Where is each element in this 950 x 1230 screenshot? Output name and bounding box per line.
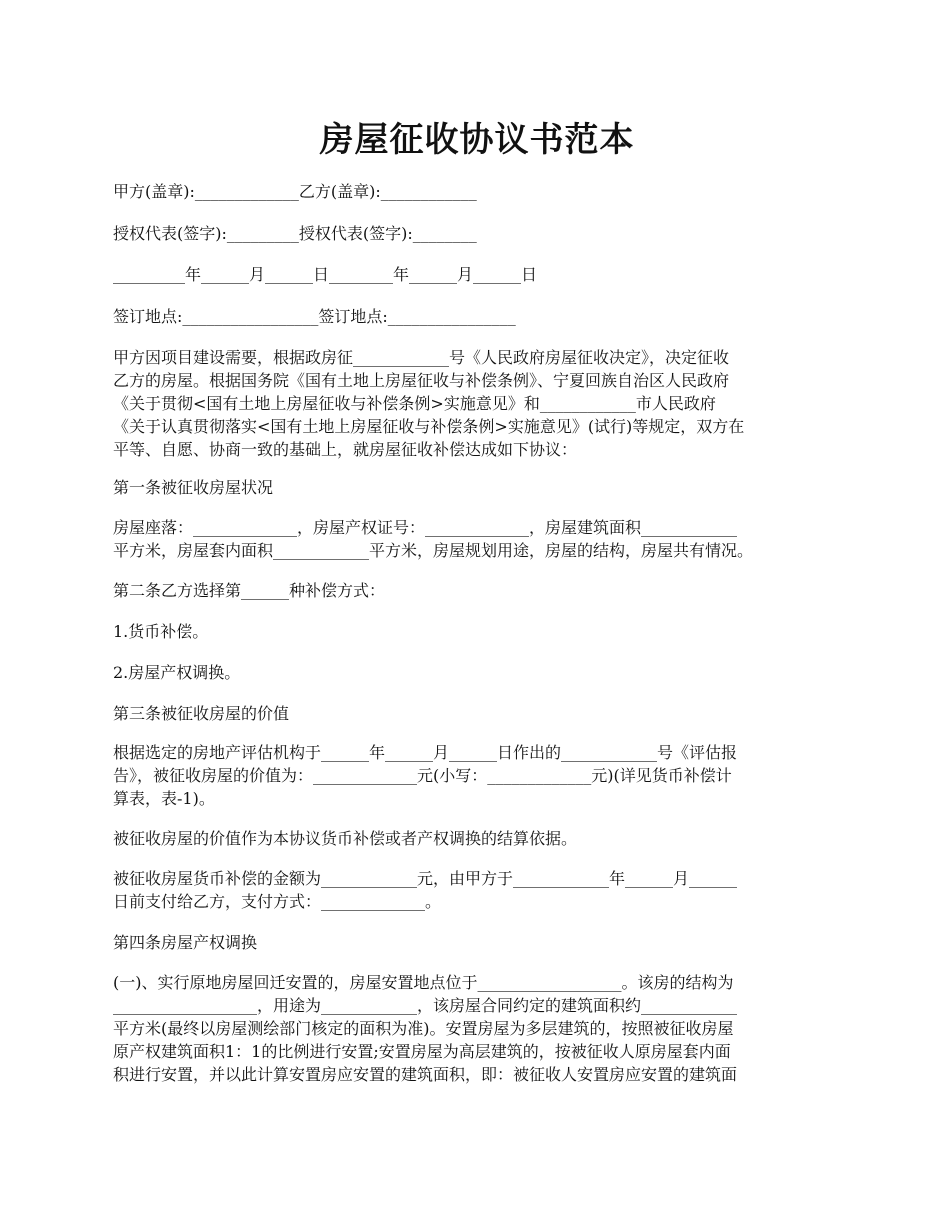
text-line: 房屋座落：_____________，房屋产权证号：_____________，房屋建筑面积____________ (113, 518, 738, 537)
option-text: 2.房屋产权调换。 (113, 663, 241, 682)
text-line: 积进行安置，并以此计算安置房应安置的建筑面积，即：被征收人安置房应安置的建筑面 (113, 1065, 738, 1084)
text-line: 平方米(最终以房屋测绘部门核定的面积为准)。安置房屋为多层建筑的，按照被征收房屋 (113, 1019, 734, 1038)
text-line: 平等、自愿、协商一致的基础上，就房屋征收补偿达成如下协议： (113, 440, 578, 459)
option-property-exchange (113, 661, 841, 684)
text-line: 授权代表(签字):_________授权代表(签字):________ (113, 224, 477, 243)
text-line: 甲方因项目建设需要，根据政房征____________号《人民政府房屋征收决定》，决定征收 (113, 348, 730, 367)
text-line: 被征收房屋货币补偿的金额为____________元，由甲方于____________年______月______ (113, 869, 738, 888)
text-line: 日前支付给乙方，支付方式：_____________。 (113, 892, 442, 911)
text-line: (一)、实行原地房屋回迁安置的，房屋安置地点位于__________________。该房的结构为 (113, 973, 734, 992)
heading-text: 第二条乙方选择第______种补偿方式： (113, 581, 386, 600)
article4-paragraph (113, 971, 841, 1086)
party-seal-line (113, 180, 841, 203)
option-text: 1.货币补偿。 (113, 622, 209, 641)
article1-paragraph (113, 516, 841, 562)
heading-text: 第四条房屋产权调换 (113, 933, 258, 952)
text-line: 《关于认真贯彻落实<国有土地上房屋征收与补偿条例>实施意见》(试行)等规定，双方在 (113, 417, 745, 436)
intro-paragraph (113, 346, 841, 461)
basis-text: 被征收房屋的价值作为本协议货币补偿或者产权调换的结算依据。 (113, 829, 578, 848)
text-line: 算表，表-1)。 (113, 789, 215, 808)
text-line: 根据选定的房地产评估机构于______年______月______日作出的____________号《评估报 (113, 743, 738, 762)
article3-heading (113, 702, 841, 725)
date-line (113, 263, 841, 286)
text-line: 《关于贯彻<国有土地上房屋征收与补偿条例>实施意见》和____________市人民政府 (113, 394, 716, 413)
article2-heading (113, 579, 841, 602)
text-line: 甲方(盖章):_____________乙方(盖章):____________ (113, 182, 477, 201)
text-line: _________年______月______日________年______月______日 (113, 265, 538, 284)
option-cash-compensation (113, 620, 841, 643)
text-line: 告》，被征收房屋的价值为：_____________元(小写：_____________元)(详见货币补偿计 (113, 766, 732, 785)
text-line: 原产权建筑面积1：1的比例进行安置;安置房屋为高层建筑的，按被征收人原房屋套内面 (113, 1042, 731, 1061)
text-line: 平方米，房屋套内面积____________平方米，房屋规划用途，房屋的结构，房屋共有情况。 (113, 541, 754, 560)
heading-text: 第三条被征收房屋的价值 (113, 704, 290, 723)
signing-place-line (113, 305, 841, 328)
text-line: 乙方的房屋。根据国务院《国有土地上房屋征收与补偿条例》、宁夏回族自治区人民政府 (113, 371, 730, 390)
text-line: 签订地点:_________________签订地点:________________ (113, 307, 516, 326)
article3-basis (113, 827, 841, 850)
payment-paragraph (113, 867, 841, 913)
text-line: __________________，用途为____________，该房屋合同约定的建筑面积约____________ (113, 996, 738, 1015)
article1-heading (113, 476, 841, 499)
representative-signature-line (113, 222, 841, 245)
article3-paragraph (113, 741, 841, 810)
heading-text: 第一条被征收房屋状况 (113, 478, 274, 497)
article4-heading (113, 931, 841, 954)
document-title: 房屋征收协议书范本 (319, 120, 635, 160)
